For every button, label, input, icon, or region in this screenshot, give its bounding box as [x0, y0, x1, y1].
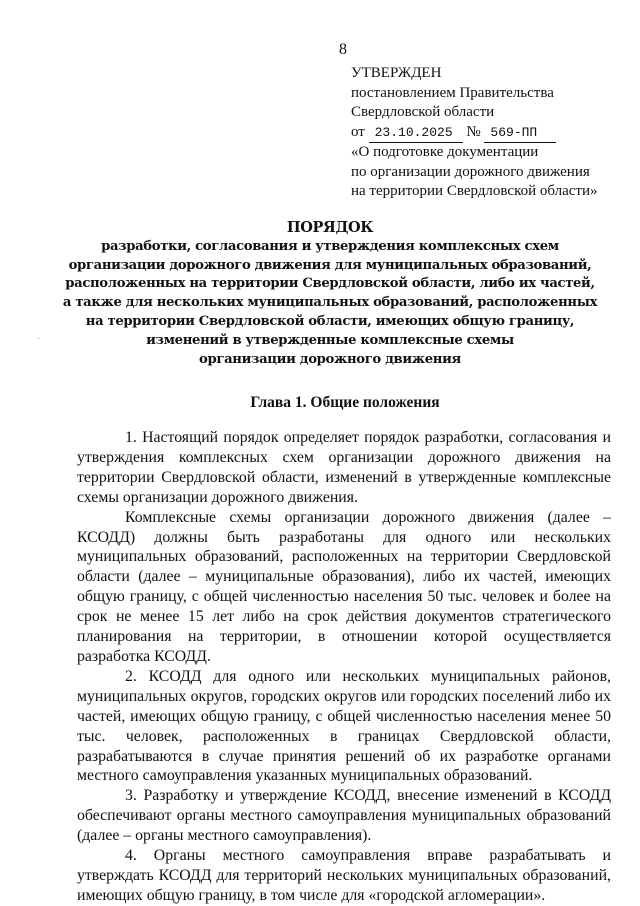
- title-line: разработки, согласования и утверждения комплексных схем: [101, 238, 559, 254]
- title-line: изменений в утвержденные комплексные схемы: [146, 332, 514, 348]
- approval-heading: УТВЕРЖДЕН: [351, 65, 442, 81]
- document-body: [77, 428, 611, 906]
- paragraph: Комплексные схемы организации дорожного движения (далее – КСОДД) должны быть разработаны для одного или нескольких муниципальных образований, расположенных на территории Свердловской области (далее – муниципальные образования), либо их частей, имеющих общую границу, с общей численностью населения 50 тыс. человек и более на срок не менее 15 лет либо на срок действия документов стратегического планирования на территории, в отношении которой осуществляется разработка КСОДД.: [77, 508, 611, 665]
- title-main: ПОРЯДОК: [286, 219, 374, 236]
- number-prefix: №: [466, 123, 481, 140]
- approval-line-6: на территории Свердловской области»: [351, 183, 598, 199]
- approval-line-4: «О подготовке документации: [351, 144, 539, 160]
- approval-stamp-block: [351, 64, 598, 202]
- title-line: организации дорожного движения: [199, 351, 461, 367]
- scan-speck: [38, 338, 39, 339]
- title-line: расположенных на территории Свердловской области, либо их частей,: [65, 276, 595, 292]
- approval-date: 23.10.2025: [369, 123, 463, 144]
- date-prefix: от: [351, 123, 365, 140]
- paragraph: 4. Органы местного самоуправления вправе разрабатывать и утверждать КСОДД для территорий нескольких муниципальных образований, имеющих общую границу, в том числе для «городской агломерации».: [77, 847, 611, 904]
- approval-line-1: постановлением Правительства: [351, 84, 554, 101]
- approval-line-5: по организации дорожного движения: [351, 163, 590, 180]
- paragraph: 2. КСОДД для одного или нескольких муниципальных районов, муниципальных округов, городских округов или городских поселений либо их частей, имеющих общую границу, с общей численностью населения менее 50 тыс. человек, расположенных в границах Свердловской области, разрабатываются в случае принятия решений об их разработке органами местного самоуправления указанных муниципальных образований.: [77, 667, 611, 785]
- title-line: организации дорожного движения для муниципальных образований,: [68, 257, 592, 273]
- title-line: а также для нескольких муниципальных образований, расположенных: [62, 295, 598, 311]
- approval-line-2: Свердловской области: [351, 104, 495, 120]
- title-line: на территории Свердловской области, имеющих общую границу,: [85, 313, 575, 329]
- approval-date-line: [351, 123, 598, 144]
- page-number: 8: [339, 41, 347, 58]
- paragraph: 1. Настоящий порядок определяет порядок разработки, согласования и утверждения комплексных схем организации дорожного движения на территории Свердловской области, изменений в утвержденные комплексные схемы организации дорожного движения.: [77, 429, 611, 506]
- paragraph: 3. Разработку и утверждение КСОДД, внесение изменений в КСОДД обеспечивают органы местного самоуправления муниципальных образований (далее – органы местного самоуправления).: [77, 787, 611, 845]
- chapter-heading: Глава 1. Общие положения: [250, 394, 440, 411]
- document-title: [60, 219, 600, 369]
- approval-number: 569-ПП: [484, 123, 556, 144]
